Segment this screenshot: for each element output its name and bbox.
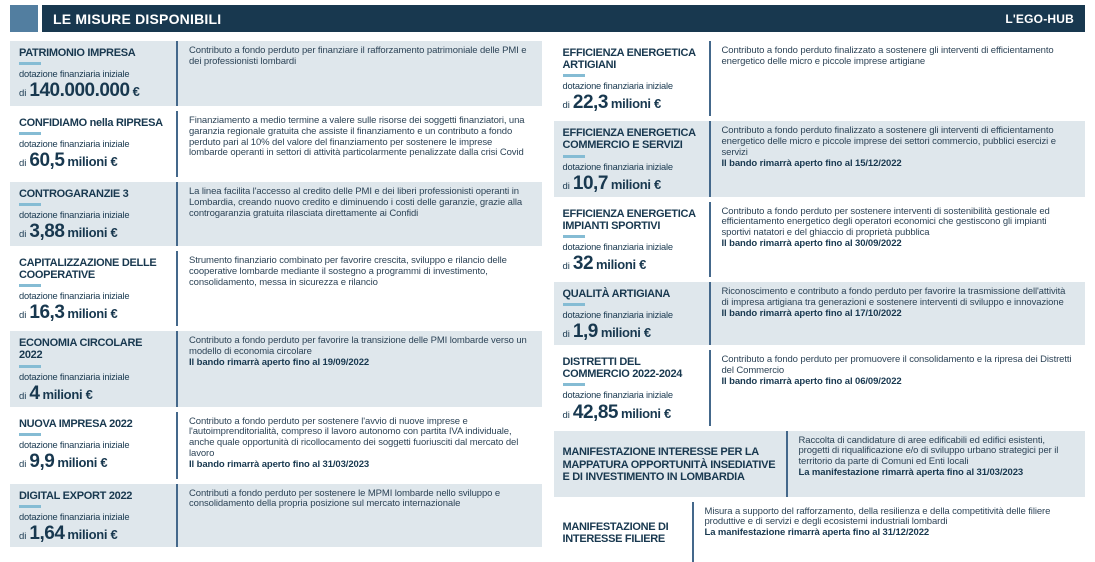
di-label: di — [562, 409, 570, 421]
dotazione-label: dotazione finanziaria iniziale — [19, 139, 130, 150]
measure-deadline: Il bando rimarrà aperto fino al 30/09/2022 — [721, 238, 902, 250]
measure-description: Misura a supporto del rafforzamento, della resilienza e della competitività delle filiere produttive e di servizi e degli ecosistemi industriali lombardi — [704, 505, 1051, 528]
dotazione-label: dotazione finanziaria iniziale — [19, 291, 130, 302]
amount-line — [563, 322, 699, 341]
title-underline — [19, 284, 41, 287]
dotazione-label: dotazione finanziaria iniziale — [562, 161, 673, 172]
title-underline — [19, 505, 41, 508]
measure-name: CONTROGARANZIE 3 — [19, 188, 129, 200]
title-underline — [19, 203, 41, 206]
measure-description: Contributi a fondo perduto per sostenere le MPMI lombarde nello sviluppo e consolidamento della propria posizione sul mercato internazionale — [189, 487, 501, 510]
measure-description-cell — [709, 202, 1086, 277]
title-underline — [19, 132, 41, 135]
measure-description-cell — [176, 484, 542, 547]
title-underline — [563, 383, 585, 386]
amount-value: 32 — [572, 253, 594, 275]
amount-line — [563, 174, 699, 193]
amount-unit: milioni € — [57, 454, 108, 470]
di-label: di — [19, 158, 27, 170]
dotazione-label: dotazione finanziaria iniziale — [19, 210, 130, 221]
measure-title-cell — [10, 182, 176, 246]
header-bar — [42, 5, 1085, 32]
dotazione-label: dotazione finanziaria iniziale — [562, 241, 673, 252]
measure-title-cell — [10, 412, 176, 479]
measure-title-cell — [10, 111, 176, 177]
amount-unit: milioni € — [67, 526, 118, 542]
di-label: di — [19, 310, 27, 322]
amount-line — [19, 524, 166, 543]
amount-value: 60,5 — [29, 150, 65, 172]
measure-description-cell — [176, 41, 542, 106]
measure-deadline: Il bando rimarrà aperto fino al 17/10/2022 — [721, 307, 902, 319]
measure-description: Riconoscimento e contributo a fondo perduto per favorire la trasmissione dell'attività di impresa artigiana tra generazioni e sostenere interventi di sviluppo e innovazione — [721, 286, 1066, 308]
measure-title-cell — [554, 431, 786, 497]
amount-value: 9,9 — [29, 450, 55, 472]
amount-unit: milioni € — [600, 325, 651, 341]
amount-line — [563, 254, 699, 273]
measure-description-cell — [176, 251, 542, 326]
title-underline — [563, 155, 585, 158]
dotazione-label: dotazione finanziaria iniziale — [19, 69, 130, 80]
amount-value: 1,9 — [572, 321, 598, 343]
header-accent-square — [10, 5, 38, 32]
dotazione-label: dotazione finanziaria iniziale — [562, 390, 673, 401]
header — [10, 5, 1085, 32]
amount-line — [19, 452, 166, 471]
measure-deadline: Il bando rimarrà aperto fino al 19/09/2022 — [189, 356, 370, 368]
measure-row-confidiamo-nella-ripresa — [10, 111, 542, 177]
measure-row-efficienza-energetica-impianti-sportivi — [554, 202, 1086, 277]
amount-value: 140.000.000 — [29, 80, 130, 102]
amount-line — [19, 303, 166, 322]
amount-line — [19, 151, 166, 170]
amount-unit: milioni € — [42, 386, 93, 402]
measure-deadline: Il bando rimarrà aperto fino al 15/12/2022 — [721, 157, 902, 169]
amount-unit: € — [132, 84, 140, 100]
measure-row-nuova-impresa-2022 — [10, 412, 542, 479]
measure-description-cell — [176, 111, 542, 177]
measure-description: Contributo a fondo perduto per favorire la transizione delle PMI lombarde verso un modello di economia circolare — [189, 335, 527, 358]
measure-description-cell — [176, 182, 542, 246]
amount-unit: milioni € — [596, 257, 647, 273]
measure-deadline: La manifestazione rimarrà aperta fino al 31/03/2023 — [798, 467, 1024, 479]
amount-unit: milioni € — [610, 96, 661, 112]
amount-value: 10,7 — [572, 172, 608, 194]
measure-row-economia-circolare-2022 — [10, 331, 542, 406]
measure-description-cell — [709, 121, 1086, 196]
measure-description: La linea facilita l'accesso al credito delle PMI e dei liberi professionisti operanti in Lombardia, creando nuovo credito e diminuendo i costi delle garanzie, grazie alla controgaranzia gratuita rilasciata direttamente ai Confidi — [189, 186, 523, 219]
measure-title-cell — [554, 282, 709, 345]
dotazione-label: dotazione finanziaria iniziale — [562, 310, 673, 321]
amount-line — [19, 384, 166, 403]
measure-title-cell — [10, 484, 176, 547]
title-underline — [19, 433, 41, 436]
dotazione-label: dotazione finanziaria iniziale — [562, 81, 673, 92]
title-underline — [563, 74, 585, 77]
di-label: di — [562, 180, 570, 192]
amount-value: 3,88 — [29, 221, 65, 243]
measure-row-efficienza-energetica-commercio-servizi — [554, 121, 1086, 196]
dotazione-label: dotazione finanziaria iniziale — [19, 371, 130, 382]
di-label: di — [562, 329, 570, 341]
dotazione-label: dotazione finanziaria iniziale — [19, 511, 130, 522]
measure-name: EFFICIENZA ENERGETICA COMMERCIO E SERVIZI — [562, 127, 696, 152]
amount-value: 1,64 — [29, 522, 65, 544]
amount-unit: milioni € — [610, 176, 661, 192]
measure-row-manifestazione-filiere — [554, 502, 1086, 562]
measure-title-cell — [10, 331, 176, 406]
measure-name: CAPITALIZZAZIONE DELLE COOPERATIVE — [19, 257, 157, 282]
dotazione-label: dotazione finanziaria iniziale — [19, 439, 130, 450]
measure-deadline: La manifestazione rimarrà aperta fino al 31/12/2022 — [704, 527, 930, 539]
di-label: di — [562, 261, 570, 273]
measure-description: Contributo a fondo perduto finalizzato a sostenere gli interventi di efficientamento energetico delle micro e piccole imprese dei settori commercio, pubblici esercizi e servizi — [721, 125, 1056, 158]
measure-description: Contributo a fondo perduto per sostenere interventi di sostenibilità gestionale ed efficientamento energetico degli operatori economici che gestiscono gli impianti sportivi natatori e del ghiaccio di proprietà pubblica — [721, 205, 1050, 239]
measure-row-distretti-del-commercio — [554, 350, 1086, 425]
measure-description-cell — [692, 502, 1086, 562]
title-underline — [563, 303, 585, 306]
di-label: di — [19, 458, 27, 470]
di-label: di — [19, 390, 27, 402]
title-underline — [19, 365, 41, 368]
measure-title-cell — [10, 251, 176, 326]
measure-name: QUALITÀ ARTIGIANA — [562, 288, 671, 301]
measure-title-cell — [10, 41, 176, 106]
measure-row-efficienza-energetica-artigiani — [554, 41, 1086, 116]
measure-title-cell — [554, 41, 709, 116]
amount-line — [563, 403, 699, 422]
measure-description: Raccolta di candidature di aree edificabili ed edifici esistenti, progetti di riqualificazione e/o di sviluppo urbano strategici per il territorio da parte di Comuni ed Enti locali — [798, 434, 1059, 468]
measure-deadline: Il bando rimarrà aperto fino al 06/09/2022 — [721, 375, 902, 387]
measure-name: MANIFESTAZIONE DI INTERESSE FILIERE — [562, 520, 669, 545]
measure-name: PATRIMONIO IMPRESA — [19, 47, 136, 59]
right-column — [554, 41, 1086, 562]
columns-wrapper — [10, 41, 1085, 562]
measure-name: CONFIDIAMO nella RIPRESA — [19, 117, 163, 129]
amount-value: 22,3 — [572, 92, 608, 114]
amount-unit: milioni € — [67, 225, 118, 241]
amount-value: 16,3 — [29, 302, 65, 324]
measure-row-patrimonio-impresa — [10, 41, 542, 106]
amount-line — [19, 222, 166, 241]
measure-description: Strumento finanziario combinato per favorire crescita, sviluppo e rilancio delle cooperative lombarde mediante il sostegno a programmi di investimento, consolidamento, messa in sicurezza e rilancio — [189, 255, 507, 288]
measure-name: EFFICIENZA ENERGETICA ARTIGIANI — [562, 47, 696, 72]
measure-title-cell — [554, 202, 709, 277]
measure-title-cell — [554, 502, 692, 562]
amount-value: 4 — [29, 382, 40, 404]
title-underline — [563, 235, 585, 238]
di-label: di — [19, 530, 27, 542]
page-title: LE MISURE DISPONIBILI — [53, 10, 222, 27]
left-column — [10, 41, 542, 562]
measure-name: EFFICIENZA ENERGETICA IMPIANTI SPORTIVI — [562, 207, 696, 232]
measure-description: Contributo a fondo perduto per finanziare il rafforzamento patrimoniale delle PMI e dei professionisti lombardi — [189, 45, 527, 67]
measure-description-cell — [176, 412, 542, 479]
di-label: di — [19, 88, 27, 100]
measure-description-cell — [709, 282, 1086, 345]
di-label: di — [562, 100, 570, 112]
measure-row-qualita-artigiana — [554, 282, 1086, 345]
measure-row-manifestazione-mappatura — [554, 431, 1086, 497]
brand-label: L'EGO-HUB — [1005, 11, 1074, 26]
measure-row-digital-export-2022 — [10, 484, 542, 547]
amount-line — [563, 93, 699, 112]
measure-name: NUOVA IMPRESA 2022 — [19, 417, 133, 430]
measure-description-cell — [176, 331, 542, 406]
amount-unit: milioni € — [67, 306, 118, 322]
measure-title-cell — [554, 121, 709, 196]
measure-row-capitalizzazione-cooperative — [10, 251, 542, 326]
measure-description: Contributo a fondo perduto finalizzato a sostenere gli interventi di efficientamento energetico delle micro e piccole imprese artigiane — [721, 45, 1054, 67]
measure-description-cell — [709, 41, 1086, 116]
amount-value: 42,85 — [572, 401, 618, 423]
amount-line — [19, 81, 166, 100]
amount-unit: milioni € — [67, 154, 118, 170]
measure-description: Contributo a fondo perduto per promuovere il consolidamento e la ripresa dei Distretti del Commercio — [721, 354, 1072, 377]
measure-description: Finanziamento a medio termine a valere sulle risorse dei soggetti finanziatori, una garanzia regionale gratuita che assiste il finanziamento e un contributo a fondo perduto pari al 10% del valore del finanziamento per sostenere le imprese lombarde operanti in settori di attività particolarmente penalizzate dalla crisi Covid — [189, 115, 525, 159]
amount-unit: milioni € — [620, 405, 671, 421]
measure-name: DIGITAL EXPORT 2022 — [19, 489, 133, 502]
di-label: di — [19, 229, 27, 241]
measure-deadline: Il bando rimarrà aperto fino al 31/03/2023 — [189, 458, 370, 470]
measure-description: Contributo a fondo perduto per sostenere l'avvio di nuove imprese e l'autoimprenditorialità, compreso il lavoro autonomo con partita IVA individuale, anche quale opportunità di ricollocamento dei soggetti fuoriusciti dal mercato del lavoro — [189, 415, 519, 460]
measure-description-cell — [709, 350, 1086, 425]
measure-name: ECONOMIA CIRCOLARE 2022 — [19, 337, 143, 362]
measure-row-controgaranzie-3 — [10, 182, 542, 246]
measure-name: MANIFESTAZIONE INTERESSE PER LA MAPPATURA OPPORTUNITÀ INSEDIATIVE E DI INVESTIMENTO IN LOMBARDIA — [562, 446, 776, 483]
measure-name: DISTRETTI DEL COMMERCIO 2022-2024 — [562, 356, 683, 381]
measure-title-cell — [554, 350, 709, 425]
measure-description-cell — [786, 431, 1086, 497]
title-underline — [19, 62, 41, 65]
